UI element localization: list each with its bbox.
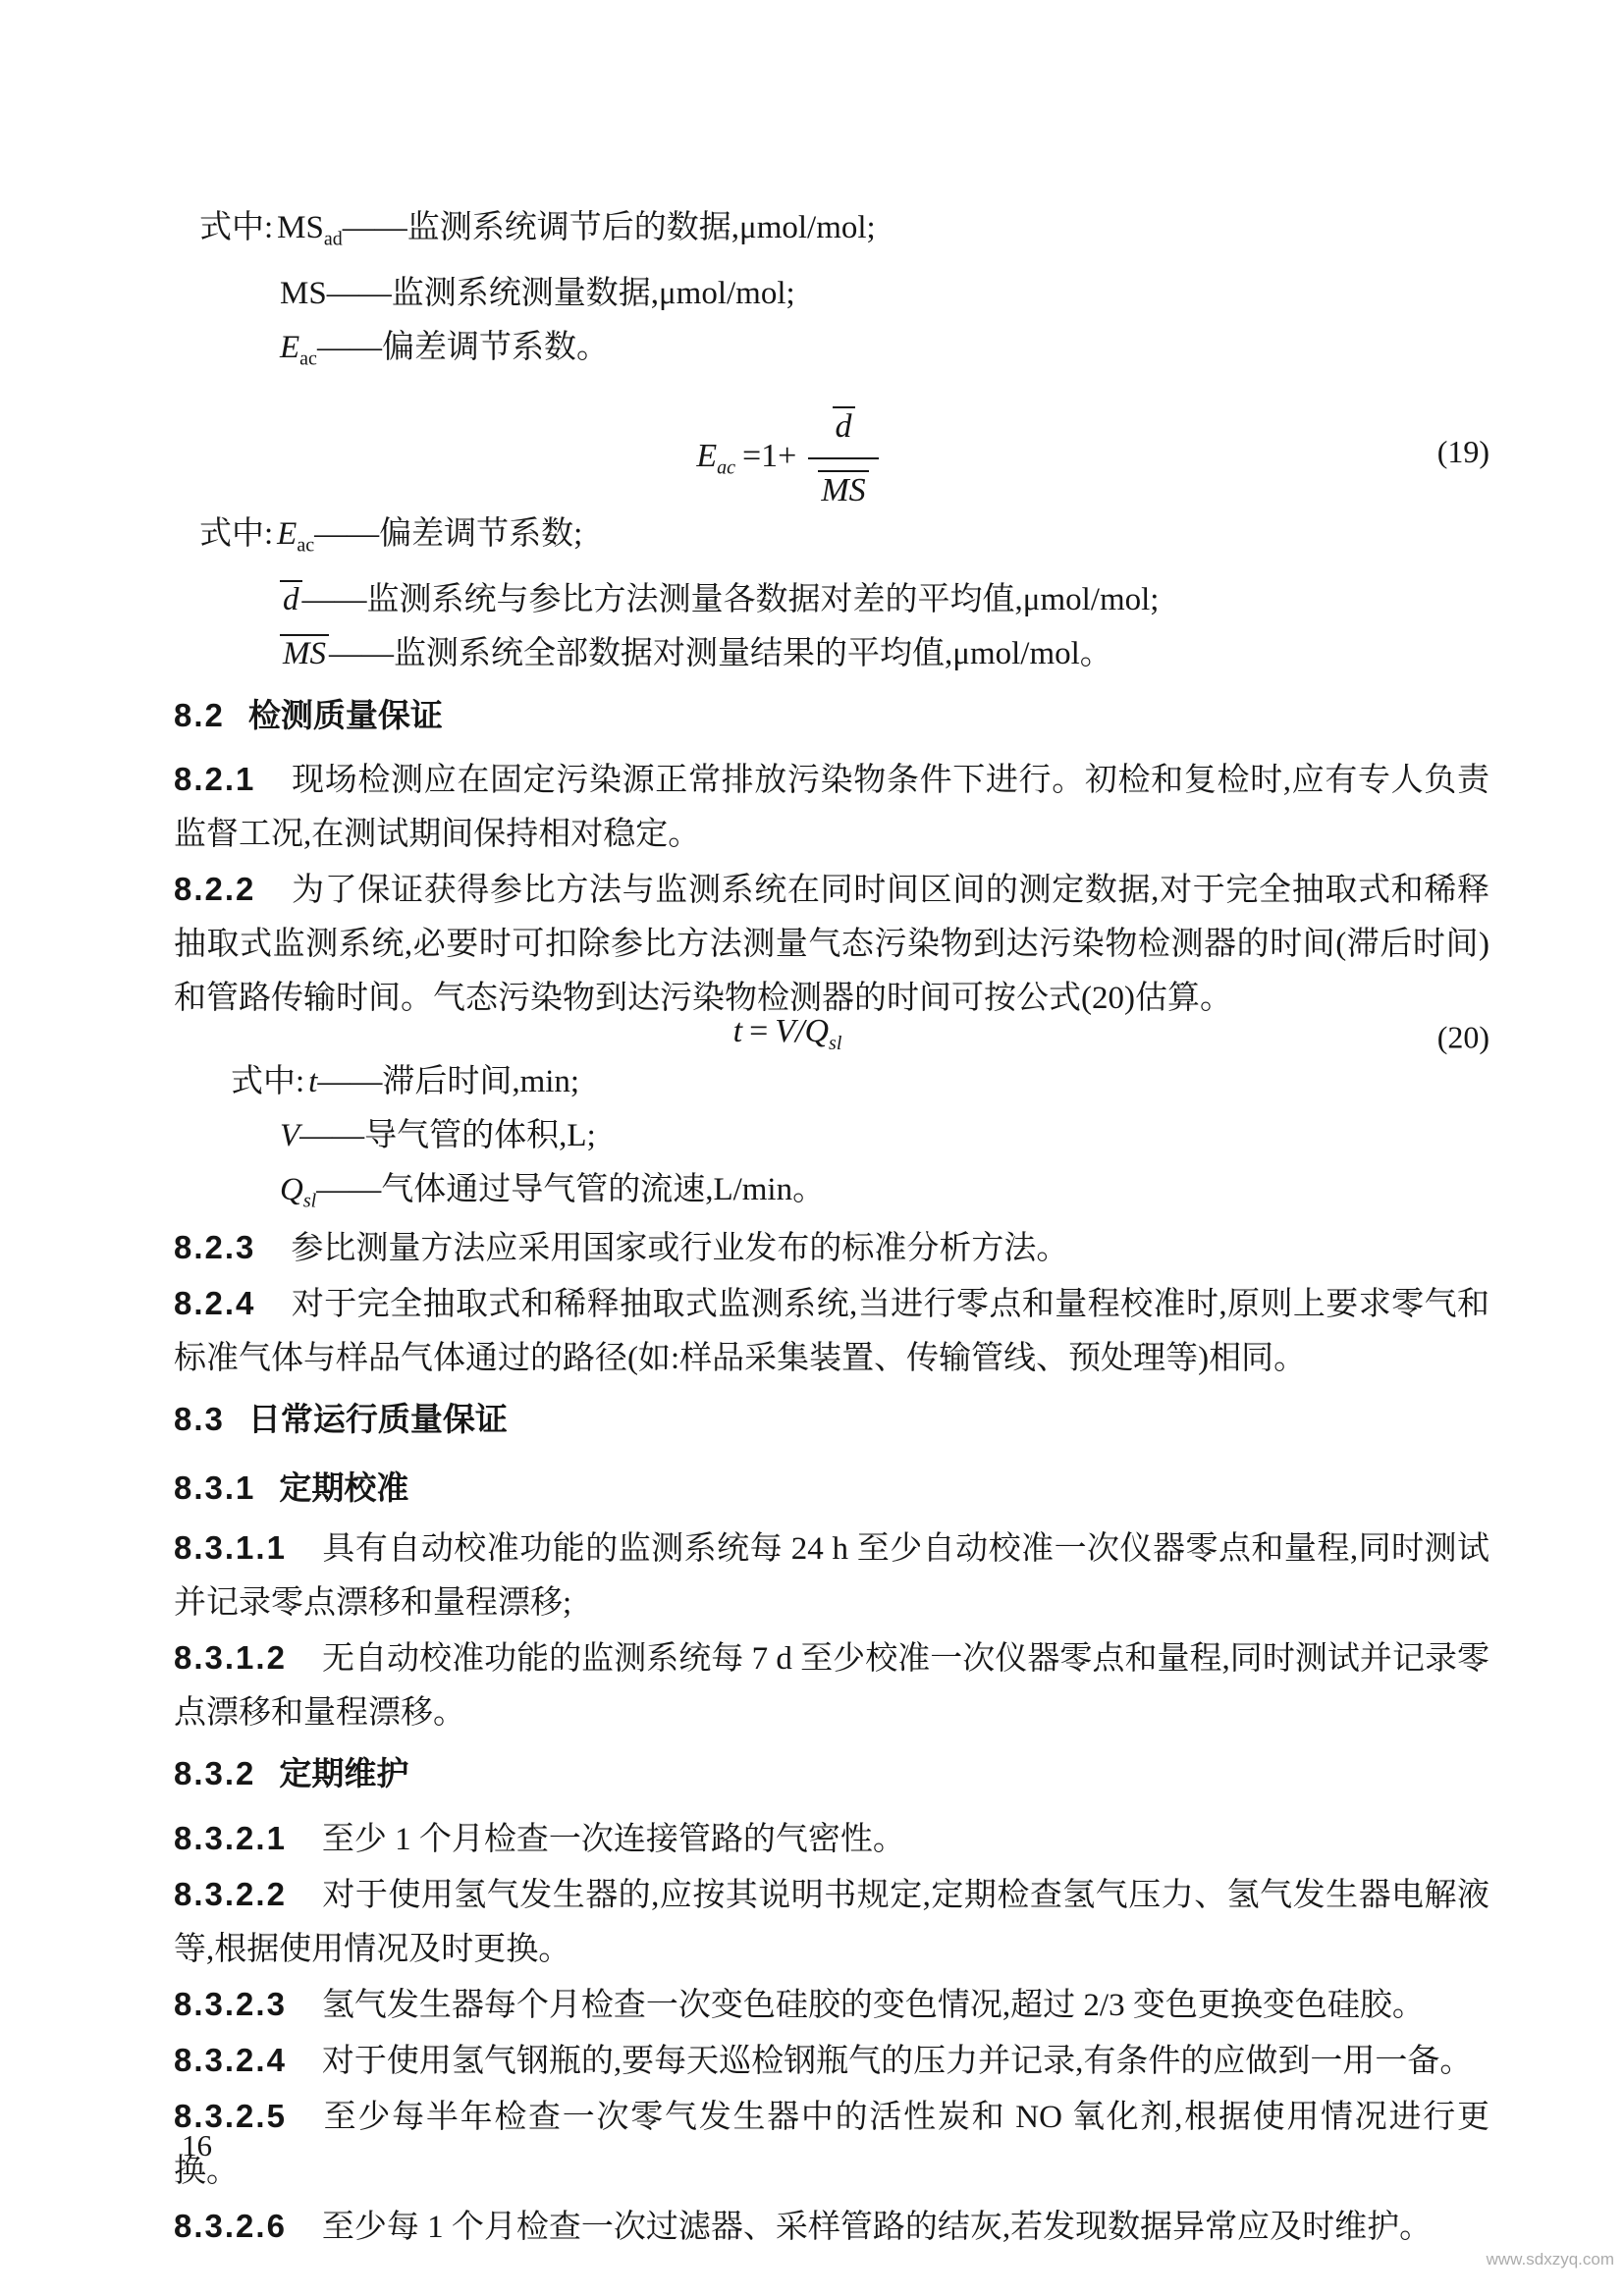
clause-8-3-2-5 (174, 2089, 1489, 2199)
variable-dbar: d (283, 581, 299, 617)
definition-line (174, 321, 1489, 387)
variable-subscript: ac (299, 347, 317, 370)
equation-operator: =1+ (741, 437, 797, 474)
clause-8-2-2 (174, 862, 1489, 1026)
definition-text: ——监测系统与参比方法测量各数据对差的平均值,μmol/mol; (301, 581, 1160, 617)
clause-number: 8.3.2.4 (174, 2042, 287, 2079)
section-number: 8.2 (174, 696, 225, 733)
clause-8-3-2-4 (174, 2033, 1489, 2089)
definition-line (174, 627, 1489, 681)
overbar (280, 634, 329, 671)
clause-8-3-2-2 (174, 1867, 1489, 1977)
clause-text: 参比测量方法应采用国家或行业发布的标准分析方法。 (291, 1231, 1069, 1267)
defs-prefix: 式中: (231, 1063, 305, 1099)
definition-line (174, 267, 1489, 321)
overbar (280, 580, 302, 617)
clause-number: 8.3.2.2 (174, 1876, 287, 1913)
clause-8-3-1-2 (174, 1630, 1489, 1740)
clause-8-3-1-1 (174, 1521, 1489, 1630)
formula-18-definitions (174, 201, 1489, 386)
variable-eac: E (280, 329, 300, 365)
clause-text: 无自动校准功能的监测系统每 7 d 至少校准一次仪器零点和量程,同时测试并记录零点漂移和量程漂移。 (174, 1641, 1489, 1732)
fraction (808, 400, 878, 517)
section-number: 8.3 (174, 1401, 225, 1438)
variable-v-over-q: V/Q (775, 1012, 830, 1049)
variable-t: t (308, 1063, 318, 1099)
variable-eac: E (277, 516, 298, 553)
heading-8-3-2 (174, 1753, 1489, 1794)
clause-number: 8.2.1 (174, 760, 256, 797)
clause-number: 8.3.1.2 (174, 1639, 287, 1677)
clause-8-3-2-1 (174, 1811, 1489, 1867)
clause-number: 8.3.2.6 (174, 2208, 287, 2245)
variable-v: V (280, 1117, 300, 1153)
equation-operator: = (749, 1012, 769, 1049)
clause-number: 8.3.2.3 (174, 1986, 287, 2023)
variable-subscript: ac (297, 534, 315, 557)
variable-subscript: ac (717, 456, 735, 479)
clause-text: 对于使用氢气钢瓶的,要每天巡检钢瓶气的压力并记录,有条件的应做到一用一备。 (321, 2044, 1473, 2080)
definition-text: ——气体通过导气管的流速,L/min。 (316, 1171, 826, 1207)
heading-8-2 (174, 695, 1489, 736)
clause-text: 为了保证获得参比方法与监测系统在同时间区间的测定数据,对于完全抽取式和稀释抽取式监测系统,必要时可扣除参比方法测量气态污染物到达污染物检测器的时间(滞后时间)和管路传输时间。气态污染物到达污染物检测器的时间可按公式(20)估算。 (174, 872, 1489, 1016)
clause-text: 至少每半年检查一次零气发生器中的活性炭和 NO 氧化剂,根据使用情况进行更换。 (174, 2100, 1489, 2190)
clause-number: 8.3.2.1 (174, 1820, 287, 1857)
heading-8-3 (174, 1399, 1489, 1440)
definition-line (174, 201, 1489, 267)
equation-19-formula (696, 400, 878, 517)
page-number: 16 (182, 2128, 212, 2163)
clause-8-2-1 (174, 752, 1489, 862)
formula-20-definitions (174, 1055, 1489, 1229)
definition-text: ——监测系统测量数据,μmol/mol; (326, 275, 795, 311)
clause-number: 8.2.3 (174, 1229, 256, 1266)
definition-line (174, 1163, 1489, 1229)
section-title: 定期维护 (279, 1755, 409, 1792)
clause-text: 现场检测应在固定污染源正常排放污染物条件下进行。初检和复检时,应有专人负责监督工况,在测试期间保持相对稳定。 (174, 762, 1489, 852)
section-number: 8.3.1 (174, 1469, 256, 1507)
clause-text: 具有自动校准功能的监测系统每 24 h 至少自动校准一次仪器零点和量程,同时测试并记录零点漂移和量程漂移; (174, 1531, 1489, 1622)
clause-text: 氢气发生器每个月检查一次变色硅胶的变色情况,超过 2/3 变色更换变色硅胶。 (321, 1988, 1425, 2024)
clause-8-3-2-3 (174, 1977, 1489, 2033)
definition-text: ——导气管的体积,L; (299, 1117, 596, 1153)
clause-number: 8.3.1.1 (174, 1529, 287, 1567)
section-title: 检测质量保证 (247, 696, 443, 733)
equation-19 (174, 396, 1489, 521)
heading-8-3-1 (174, 1468, 1489, 1509)
definition-text: ——监测系统调节后的数据,μmol/mol; (342, 210, 876, 245)
fraction-denominator (808, 457, 878, 517)
variable-t: t (732, 1012, 743, 1049)
fraction-numerator (808, 400, 878, 457)
equation-number: (20) (1436, 1019, 1489, 1055)
clause-number: 8.3.2.5 (174, 2098, 287, 2135)
variable-msbar: MS (283, 635, 326, 671)
definition-line (174, 573, 1489, 627)
section-title: 定期校准 (279, 1469, 409, 1507)
defs-prefix: 式中: (199, 210, 274, 245)
clause-text: 对于完全抽取式和稀释抽取式监测系统,当进行零点和量程校准时,原则上要求零气和标准气体与样品气体通过的路径(如:样品采集装置、传输管线、预处理等)相同。 (174, 1287, 1489, 1377)
section-number: 8.3.2 (174, 1755, 256, 1792)
equation-20-formula (733, 1004, 842, 1071)
variable-subscript: sl (302, 1190, 317, 1212)
variable-subscript: ad (323, 228, 343, 250)
variable-msad: MS (277, 210, 324, 245)
variable-subscript: sl (829, 1032, 842, 1054)
clause-text: 至少 1 个月检查一次连接管路的气密性。 (321, 1822, 905, 1858)
variable-msbar: MS (818, 470, 868, 508)
variable-ms: MS (280, 275, 327, 311)
clause-8-2-4 (174, 1276, 1489, 1386)
clause-number: 8.2.2 (174, 870, 256, 907)
clause-text: 对于使用氢气发生器的,应按其说明书规定,定期检查氢气压力、氢气发生器电解液等,根据使用情况及时更换。 (174, 1878, 1489, 1968)
clause-8-2-3 (174, 1220, 1489, 1276)
definition-line (174, 1109, 1489, 1163)
clause-text: 至少每 1 个月检查一次过滤器、采样管路的结灰,若发现数据异常应及时维护。 (321, 2210, 1433, 2246)
definition-text: ——监测系统全部数据对测量结果的平均值,μmol/mol。 (329, 635, 1112, 671)
watermark-text: www.sdxzyq.com (1486, 2250, 1614, 2269)
equation-number: (19) (1436, 434, 1489, 470)
variable-qsl: Q (280, 1171, 303, 1207)
definition-text: ——滞后时间,min; (317, 1063, 580, 1099)
equation-20 (174, 1014, 1489, 1061)
formula-19-definitions (174, 507, 1489, 681)
clause-number: 8.2.4 (174, 1285, 256, 1322)
section-title: 日常运行质量保证 (247, 1401, 508, 1438)
definition-text: ——偏差调节系数。 (316, 329, 609, 365)
variable-eac: E (696, 437, 718, 474)
clause-8-3-2-6 (174, 2199, 1489, 2255)
defs-prefix: 式中: (199, 516, 274, 553)
variable-dbar: d (833, 406, 855, 445)
definition-text: ——偏差调节系数; (314, 516, 583, 553)
